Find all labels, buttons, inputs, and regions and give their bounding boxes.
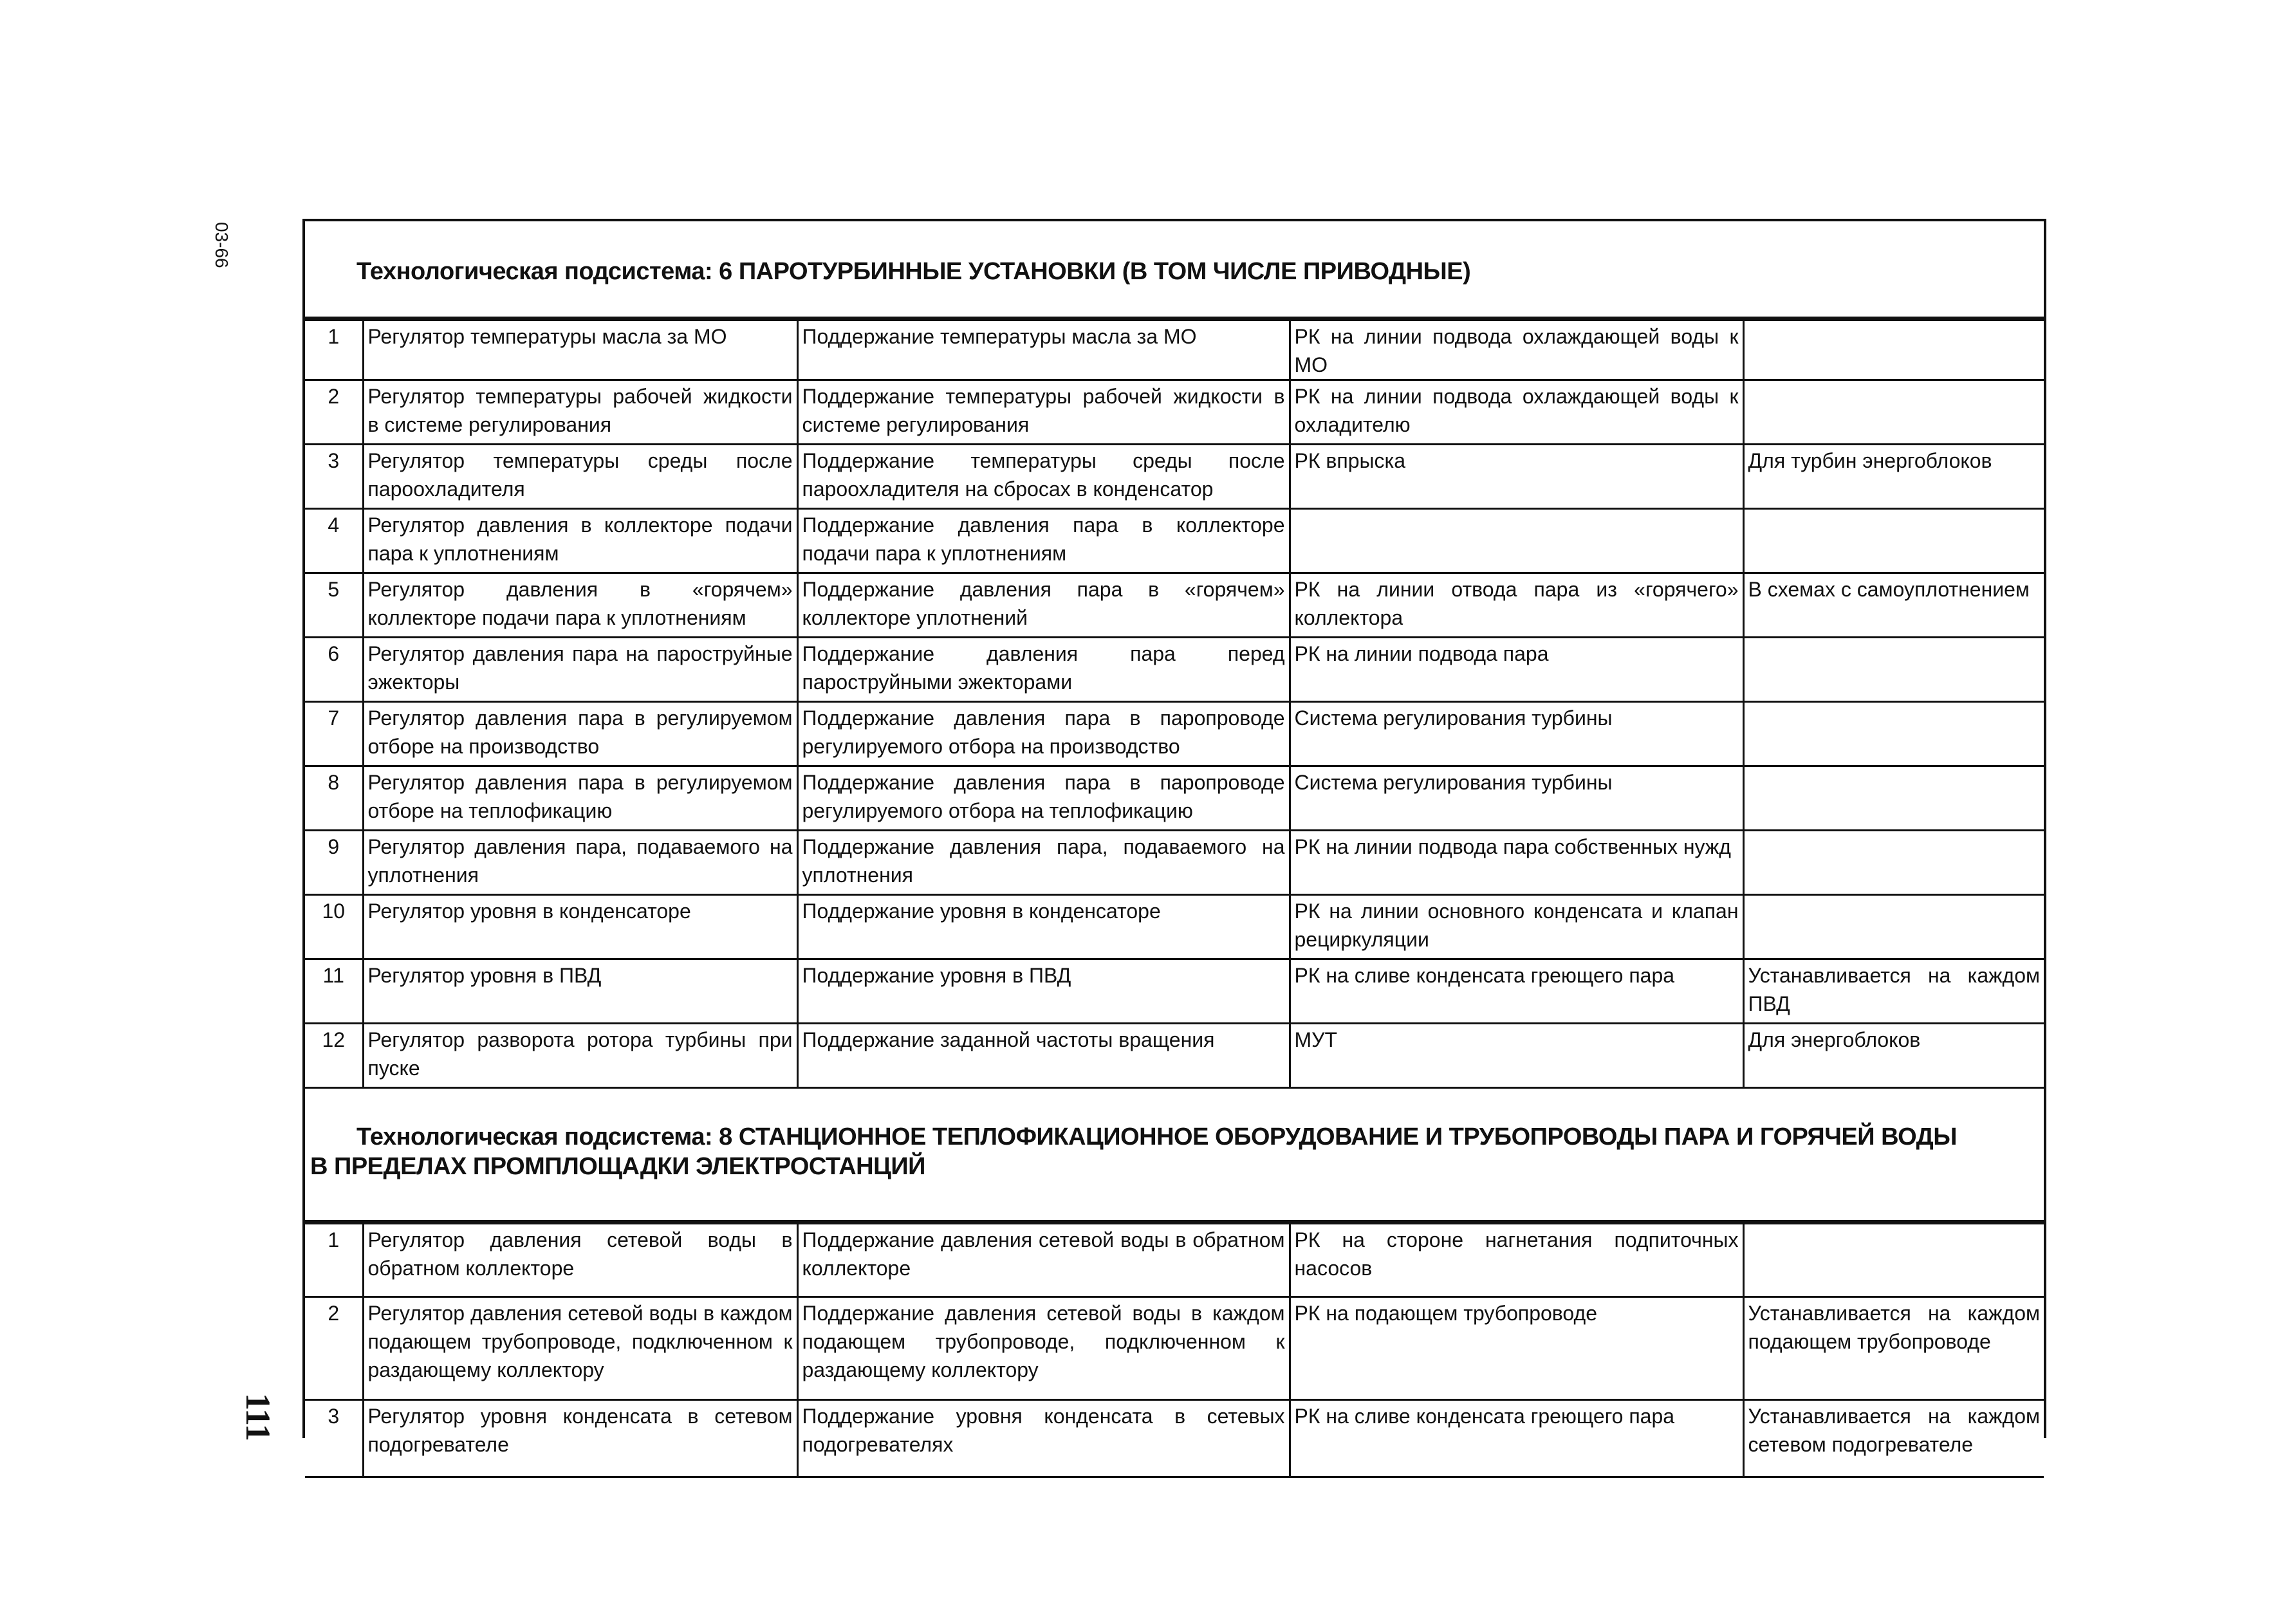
regulator-name-cell: Регулятор давления пара в регулируемом отборе на теплофикацию (363, 766, 797, 831)
actuator-cell: РК на линии подвода пара (1290, 638, 1743, 702)
actuator-cell: РК на линии подвода охлаждающей воды к МО (1290, 320, 1743, 380)
purpose-cell: Поддержание заданной частоты вращения (797, 1024, 1290, 1088)
regulator-name-cell: Регулятор уровня в ПВД (363, 959, 797, 1024)
actuator-cell: РК на линии основного конденсата и клапан рециркуляции (1290, 895, 1743, 959)
regulator-name-cell: Регулятор разворота ротора турбины при пуске (363, 1024, 797, 1088)
table-row (305, 831, 2044, 895)
table-row (305, 380, 2044, 445)
regulator-name-cell: Регулятор давления сетевой воды в обратном коллекторе (363, 1224, 797, 1297)
note-cell (1743, 702, 2044, 766)
page-number: 111 (239, 1393, 277, 1442)
note-cell (1743, 831, 2044, 895)
purpose-cell: Поддержание давления сетевой воды в каждом подающем трубопроводе, подключенном к раздающему коллектору (797, 1297, 1290, 1400)
purpose-cell: Поддержание давления сетевой воды в обратном коллекторе (797, 1224, 1290, 1297)
regulator-name-cell: Регулятор давления пара в регулируемом отборе на производство (363, 702, 797, 766)
purpose-cell: Поддержание давления пара в коллекторе подачи пара к уплотнениям (797, 509, 1290, 573)
purpose-cell: Поддержание давления пара в паропроводе регулируемого отбора на теплофикацию (797, 766, 1290, 831)
table-row (305, 1224, 2044, 1297)
table-row (305, 320, 2044, 380)
actuator-cell: РК на сливе конденсата греющего пара (1290, 959, 1743, 1024)
purpose-cell: Поддержание давления пара в «горячем» коллекторе уплотнений (797, 573, 1290, 638)
regulator-name-cell: Регулятор температуры рабочей жидкости в системе регулирования (363, 380, 797, 445)
actuator-cell: РК на линии отвода пара из «горячего» коллектора (1290, 573, 1743, 638)
note-cell (1743, 509, 2044, 573)
table-row (305, 895, 2044, 959)
row-number: 2 (305, 380, 363, 445)
actuator-cell: РК на подающем трубопроводе (1290, 1297, 1743, 1400)
actuator-cell: РК на линии подвода пара собственных нужд (1290, 831, 1743, 895)
row-number: 10 (305, 895, 363, 959)
note-cell: Устанавливается на каждом ПВД (1743, 959, 2044, 1024)
actuator-cell: РК на сливе конденсата греющего пара (1290, 1400, 1743, 1477)
purpose-cell: Поддержание давления пара перед пароструйными эжекторами (797, 638, 1290, 702)
purpose-cell: Поддержание температуры рабочей жидкости в системе регулирования (797, 380, 1290, 445)
row-number: 12 (305, 1024, 363, 1088)
row-number: 5 (305, 573, 363, 638)
purpose-cell: Поддержание уровня конденсата в сетевых подогревателях (797, 1400, 1290, 1477)
table-row (305, 1024, 2044, 1088)
document-frame (302, 219, 2046, 1456)
actuator-cell: РК впрыска (1290, 445, 1743, 509)
table-row (305, 959, 2044, 1024)
purpose-cell: Поддержание уровня в конденсаторе (797, 895, 1290, 959)
row-number: 6 (305, 638, 363, 702)
table-row (305, 1400, 2044, 1477)
note-cell (1743, 638, 2044, 702)
row-number: 11 (305, 959, 363, 1024)
purpose-cell: Поддержание давления пара в паропроводе регулируемого отбора на производство (797, 702, 1290, 766)
table-row (305, 509, 2044, 573)
table-row (305, 573, 2044, 638)
table-row (305, 638, 2044, 702)
regulator-name-cell: Регулятор давления пара, подаваемого на уплотнения (363, 831, 797, 895)
table-row (305, 702, 2044, 766)
note-cell (1743, 380, 2044, 445)
regulator-name-cell: Регулятор давления в коллекторе подачи пара к уплотнениям (363, 509, 797, 573)
section-title (305, 1089, 2044, 1223)
row-number: 3 (305, 1400, 363, 1477)
note-cell (1743, 1224, 2044, 1297)
regulator-name-cell: Регулятор давления в «горячем» коллекторе подачи пара к уплотнениям (363, 573, 797, 638)
regulator-name-cell: Регулятор температуры масла за МО (363, 320, 797, 380)
note-cell: Устанавливается на каждом подающем трубопроводе (1743, 1297, 2044, 1400)
actuator-cell (1290, 509, 1743, 573)
section-title-line: Технологическая подсистема: 8 СТАНЦИОННОЕ ТЕПЛОФИКАЦИОННОЕ ОБОРУДОВАНИЕ И ТРУБОПРОВОДЫ ПАРА И ГОРЯЧЕЙ ВОДЫ (357, 1123, 1957, 1150)
note-cell: Для турбин энергоблоков (1743, 445, 2044, 509)
regulator-name-cell: Регулятор температуры среды после пароохладителя (363, 445, 797, 509)
purpose-cell: Поддержание давления пара, подаваемого на уплотнения (797, 831, 1290, 895)
row-number: 1 (305, 1224, 363, 1297)
row-number: 4 (305, 509, 363, 573)
purpose-cell: Поддержание температуры среды после пароохладителя на сбросах в конденсатор (797, 445, 1290, 509)
note-cell (1743, 320, 2044, 380)
row-number: 2 (305, 1297, 363, 1400)
document-code: 03-66 (212, 222, 232, 268)
row-number: 9 (305, 831, 363, 895)
purpose-cell: Поддержание температуры масла за МО (797, 320, 1290, 380)
section-title: Технологическая подсистема: 6 ПАРОТУРБИННЫЕ УСТАНОВКИ (В ТОМ ЧИСЛЕ ПРИВОДНЫЕ) (305, 221, 2044, 319)
note-cell: Устанавливается на каждом сетевом подогревателе (1743, 1400, 2044, 1477)
note-cell (1743, 766, 2044, 831)
regulator-name-cell: Регулятор уровня конденсата в сетевом подогревателе (363, 1400, 797, 1477)
row-number: 1 (305, 320, 363, 380)
regulator-name-cell: Регулятор давления пара на пароструйные эжекторы (363, 638, 797, 702)
row-number: 8 (305, 766, 363, 831)
actuator-cell: РК на линии подвода охлаждающей воды к охладителю (1290, 380, 1743, 445)
regulators-table-section-6 (305, 319, 2044, 1089)
row-number: 7 (305, 702, 363, 766)
note-cell (1743, 895, 2044, 959)
regulator-name-cell: Регулятор давления сетевой воды в каждом подающем трубопроводе, подключенном к раздающему коллектору (363, 1297, 797, 1400)
actuator-cell: МУТ (1290, 1024, 1743, 1088)
actuator-cell: Система регулирования турбины (1290, 702, 1743, 766)
purpose-cell: Поддержание уровня в ПВД (797, 959, 1290, 1024)
note-cell: Для энергоблоков (1743, 1024, 2044, 1088)
regulator-name-cell: Регулятор уровня в конденсаторе (363, 895, 797, 959)
section-title-line: В ПРЕДЕЛАХ ПРОМПЛОЩАДКИ ЭЛЕКТРОСТАНЦИЙ (310, 1153, 925, 1180)
actuator-cell: РК на стороне нагнетания подпиточных насосов (1290, 1224, 1743, 1297)
actuator-cell: Система регулирования турбины (1290, 766, 1743, 831)
regulators-table-section-8 (305, 1223, 2044, 1478)
table-row (305, 766, 2044, 831)
table-row (305, 445, 2044, 509)
note-cell: В схемах с самоуплотнением (1743, 573, 2044, 638)
row-number: 3 (305, 445, 363, 509)
table-row (305, 1297, 2044, 1400)
